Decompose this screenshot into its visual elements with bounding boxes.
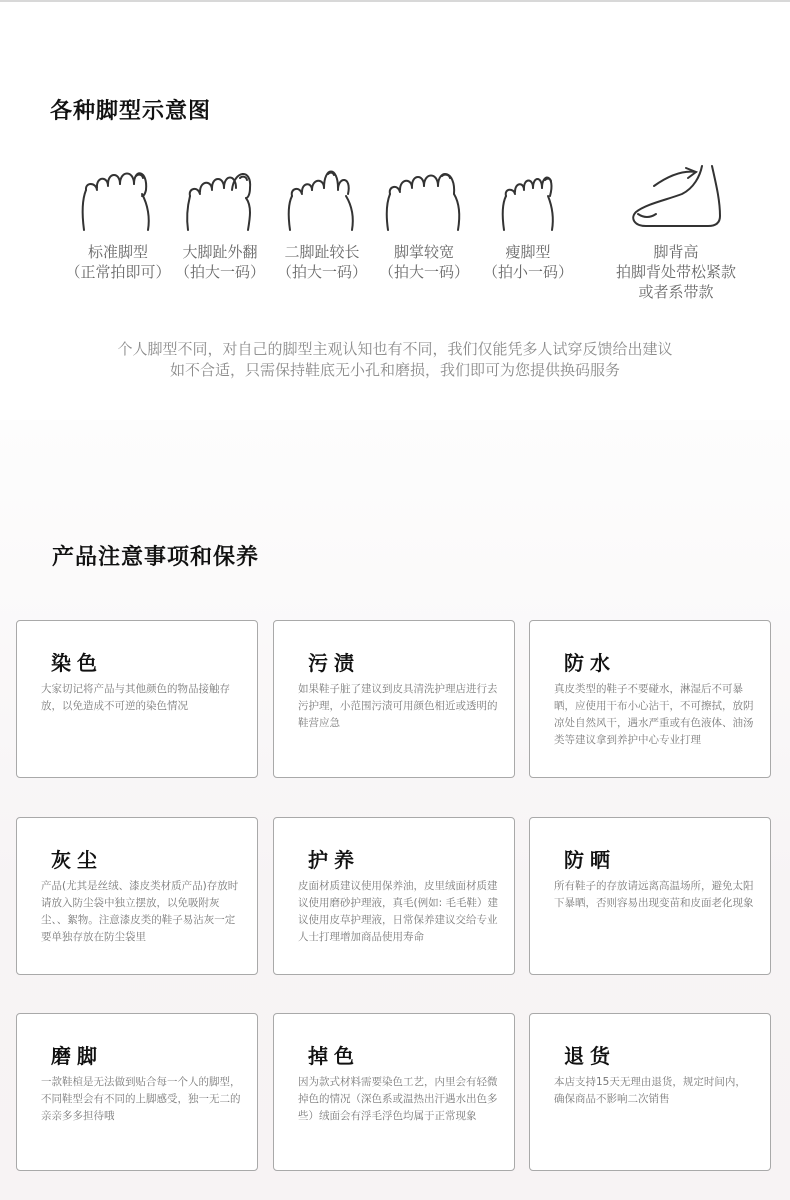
card-title: 染色 <box>51 651 103 675</box>
care-card-dust <box>16 817 258 975</box>
foot-label: 二脚趾较长 <box>284 243 360 261</box>
card-body: 如果鞋子脏了建议到皮具清洗护理店进行去污护理，小范围污渍可用颜色相近或透明的鞋营应急 <box>298 683 498 729</box>
card-body: 本店支持15天无理由退货，规定时间内，确保商品不影响二次销售 <box>554 1076 746 1105</box>
card-title: 掉色 <box>308 1044 360 1068</box>
card-title: 磨脚 <box>51 1044 103 1068</box>
card-body: 所有鞋子的存放请远离高温场所，避免太阳下暴晒，否则容易出现变苗和皮面老化现象 <box>554 880 754 909</box>
foot-section-title: 各种脚型示意图 <box>50 99 212 124</box>
card-title: 退货 <box>564 1044 616 1068</box>
card-title: 污渍 <box>308 651 360 675</box>
card-body: 皮面材质建议使用保养油，皮里绒面材质建议使用磨砂护理液，真毛(例如: 毛毛鞋）建议使用皮草护理液，日常保养建议交给专业人士打理增加商品使用寿命 <box>298 880 498 943</box>
bunion-foot-icon <box>180 160 260 232</box>
care-card-dyeing <box>16 620 258 778</box>
card-body: 大家切记将产品与其他颜色的物品接触存放，以免造成不可逆的染色情况 <box>41 683 230 712</box>
card-body: 因为款式材料需要染色工艺，内里会有轻微掉色的情况（深色系或温热出汗遇水出色多些）绒面会有浮毛浮色均属于正常现象 <box>298 1076 498 1122</box>
care-card-sun-protection <box>529 817 771 975</box>
fit-note-line-1: 个人脚型不同，对自己的脚型主观认知也有不同，我们仅能凭多人试穿反馈给出建议 <box>117 340 673 358</box>
care-card-waterproof <box>529 620 771 778</box>
foot-label: 大脚趾外翻 <box>182 243 258 261</box>
wide-foot-icon <box>384 160 464 232</box>
foot-sub: （拍大一码） <box>276 263 367 281</box>
foot-sub: （拍大一码） <box>174 263 265 281</box>
foot-sub-2: 或者系带款 <box>638 283 714 301</box>
card-body: 真皮类型的鞋子不要碰水，淋湿后不可暴晒，应使用干布小心沾干，不可擦拭，放阴凉处自然风干，遇水严重或有色液体、油汤类等建议拿到养护中心专业打理 <box>554 683 754 746</box>
foot-sub: 拍脚背处带松紧款 <box>615 263 736 281</box>
card-title: 灰尘 <box>51 848 103 872</box>
foot-type-wide <box>364 160 484 282</box>
care-card-returns <box>529 1013 771 1171</box>
foot-type-high-instep <box>598 160 754 302</box>
long-second-toe-foot-icon <box>282 160 362 232</box>
care-card-stains <box>273 620 515 778</box>
foot-sub: （拍小一码） <box>482 263 573 281</box>
foot-type-thin <box>468 160 588 282</box>
foot-label: 脚掌较宽 <box>393 243 454 261</box>
card-body: 一款鞋楦是无法做到贴合每一个人的脚型，不同鞋型会有不同的上脚感受，独一无二的亲亲多多担待哦 <box>41 1076 241 1122</box>
care-card-color-fading <box>273 1013 515 1171</box>
thin-foot-icon <box>488 160 568 232</box>
card-title: 护养 <box>308 848 360 872</box>
high-instep-foot-icon <box>616 160 736 232</box>
fit-note-line-2: 如不合适，只需保持鞋底无小孔和磨损，我们即可为您提供换码服务 <box>169 361 620 379</box>
care-card-chafing <box>16 1013 258 1171</box>
standard-foot-icon <box>78 160 158 232</box>
card-title: 防水 <box>564 651 616 675</box>
card-title: 防晒 <box>564 848 616 872</box>
foot-label: 脚背高 <box>653 243 699 261</box>
foot-sub: （正常拍即可） <box>65 263 171 281</box>
care-section-title: 产品注意事项和保养 <box>52 545 260 570</box>
foot-label: 瘦脚型 <box>505 243 551 261</box>
care-card-maintenance <box>273 817 515 975</box>
foot-label: 标准脚型 <box>87 243 148 261</box>
card-body: 产品(尤其是丝绒、漆皮类材质产品)存放时请放入防尘袋中独立摆放，以免吸附灰尘、、絮物。注意漆皮类的鞋子易沾灰一定要单独存放在防尘袋里 <box>41 880 239 943</box>
foot-sub: （拍大一码） <box>378 263 469 281</box>
